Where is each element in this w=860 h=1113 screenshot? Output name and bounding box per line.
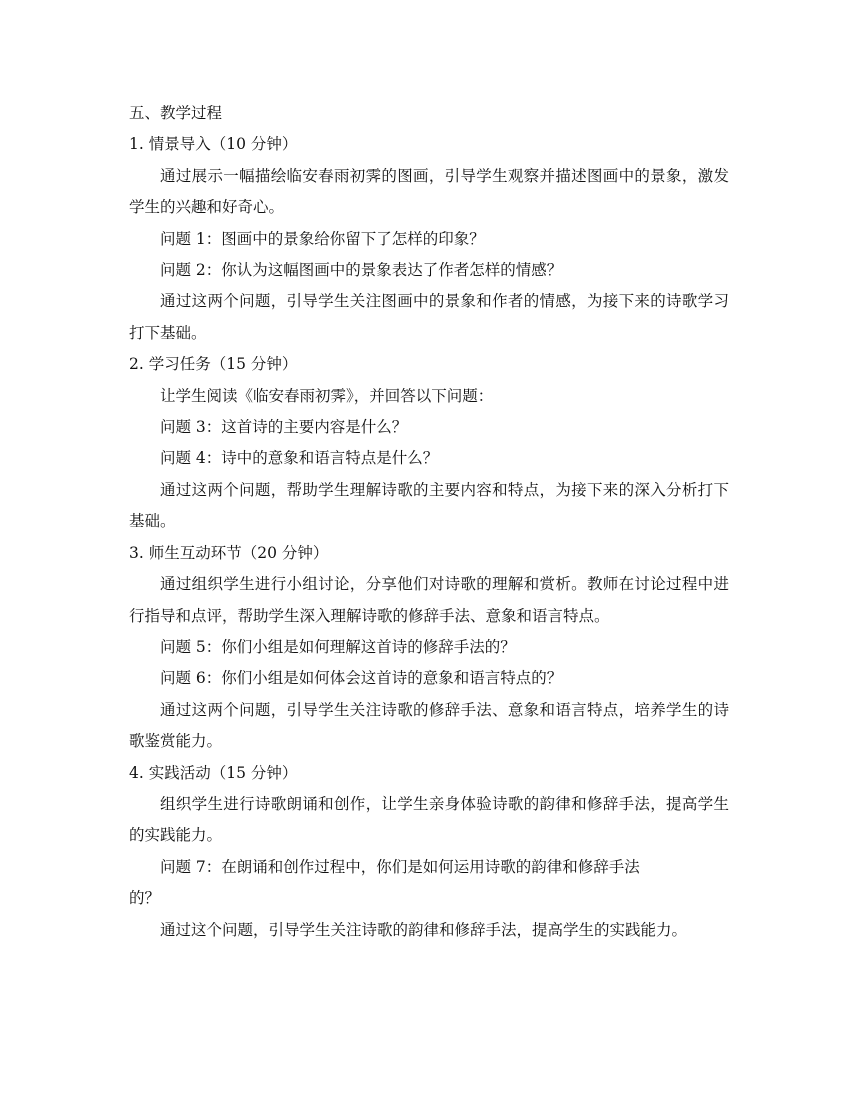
- part-3-heading: 3. 师生互动环节（20 分钟）: [129, 543, 329, 562]
- part-1-question-1: 问题 1：图画中的景象给你留下了怎样的印象？: [160, 229, 485, 248]
- part-2-intro: 让学生阅读《临安春雨初霁》，并回答以下问题：: [160, 386, 494, 405]
- part-1-summary: 通过这两个问题，引导学生关注图画中的景象和作者的情感，为接下来的诗歌学习打下基础。: [129, 292, 729, 342]
- part-3-question-6: 问题 6：你们小组是如何体会这首诗的意象和语言特点的？: [160, 669, 563, 688]
- part-1-question-2: 问题 2：你认为这幅图画中的景象表达了作者怎样的情感？: [160, 261, 563, 280]
- part-2-heading: 2. 学习任务（15 分钟）: [129, 355, 298, 374]
- part-3-intro: 通过组织学生进行小组讨论，分享他们对诗歌的理解和赏析。教师在讨论过程中进行指导和点评，帮助学生深入理解诗歌的修辞手法、意象和语言特点。: [129, 575, 729, 625]
- part-1-intro: 通过展示一幅描绘临安春雨初霁的图画，引导学生观察并描述图画中的景象，激发学生的兴趣和好奇心。: [129, 166, 729, 217]
- part-1-heading: 1. 情景导入（10 分钟）: [129, 135, 298, 154]
- part-4-intro: 组织学生进行诗歌朗诵和创作，让学生亲身体验诗歌的韵律和修辞手法，提高学生的实践能力。: [129, 794, 729, 845]
- part-3-summary: 通过这两个问题，引导学生关注诗歌的修辞手法、意象和语言特点，培养学生的诗歌鉴赏能力。: [129, 700, 729, 751]
- part-4-question-7-line-2: 的？: [129, 889, 161, 908]
- part-2-question-4: 问题 4：诗中的意象和语言特点是什么？: [160, 449, 439, 468]
- part-2-summary: 通过这两个问题，帮助学生理解诗歌的主要内容和特点，为接下来的深入分析打下基础。: [129, 480, 729, 531]
- part-4-heading: 4. 实践活动（15 分钟）: [129, 763, 298, 782]
- part-4-summary: 通过这个问题，引导学生关注诗歌的韵律和修辞手法，提高学生的实践能力。: [160, 920, 688, 939]
- document-body: [129, 98, 729, 946]
- part-2-question-3: 问题 3：这首诗的主要内容是什么？: [160, 418, 408, 437]
- section-title: 五、教学过程: [129, 104, 223, 122]
- part-4-question-7: [129, 852, 729, 915]
- part-4-question-7-line-1: 问题 7：在朗诵和创作过程中，你们是如何运用诗歌的韵律和修辞手法: [160, 857, 640, 876]
- part-3-question-5: 问题 5：你们小组是如何理解这首诗的修辞手法的？: [160, 637, 516, 656]
